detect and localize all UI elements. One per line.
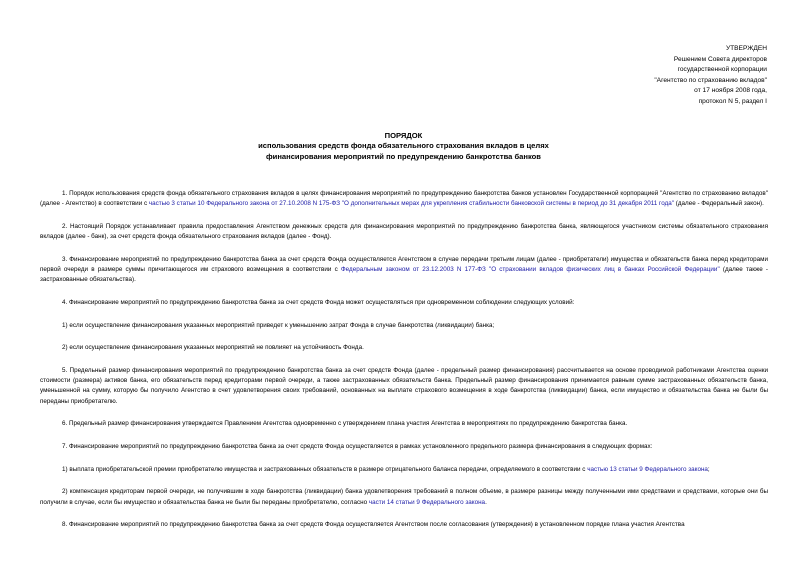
- link-fz-175[interactable]: частью 3 статьи 10 Федерального закона от 27.10.2008 N 175-ФЗ "О дополнительных мерах для укрепления стабильности банковской системы в период до 31 декабря 2011 года": [148, 200, 674, 208]
- approval-line: Решением Совета директоров: [673, 55, 767, 63]
- paragraph-3: [40, 255, 768, 286]
- link-part-13-article-9[interactable]: частью 13 статьи 9 Федерального закона: [587, 465, 708, 473]
- link-fz-177[interactable]: Федеральным законом от 23.12.2003 N 177-ФЗ "О страховании вкладов физических лиц в банках Российской Федерации": [340, 266, 720, 274]
- title-line: использования средств фонда обязательного страхования вкладов в целях: [258, 141, 549, 151]
- link-part-14-article-9[interactable]: части 14 статьи 9 Федерального закона: [368, 498, 486, 506]
- paragraph-1: [40, 189, 768, 209]
- paragraph-text: 3. Финансирование мероприятий по предупреждению банкротства банка за счет средств Фонда осуществляется Агентством в случае передачи третьим лицам (далее - приобретатели) имущества и обязательств банка перед кредиторами первой очереди в размере суммы причитающегося им страхового возмещения в соответствии с: [40, 255, 768, 274]
- paragraph-text: 1. Порядок использования средств фонда обязательного страхования вкладов в целях финансирования мероприятий по предупреждению банкротства банков установлен Государственной корпорацией "Агентство по страхованию вкладов" (далее - Агентство) в соответствии с: [40, 190, 768, 208]
- title-line: ПОРЯДОК: [384, 131, 423, 140]
- paragraph-8: 8. Финансирование мероприятий по предупреждению банкротства банка за счет средств Фонда осуществляется Агентством после согласования (утверждения) в установленном порядке плана участия Агентства: [62, 521, 685, 529]
- approval-line: УТВЕРЖДЕН: [725, 45, 767, 52]
- paragraph-5: 5. Предельный размер финансирования мероприятий по предупреждению банкротства банка за счет средств Фонда (далее - предельный размер финансирования) рассчитывается на основе проводимой работниками Агентства оценки стоимости (размера) активов банка, его обязательств перед кредиторами первой очереди, а также застрахованных обязательств банка. Предельный размер финансирования принимается равным сумме застрахованных обязательств банка, уменьшенной на сумму, которую бы получило Агентство в счет удовлетворения своих требований, основанных на выплате страхового возмещения в ходе банкротства (ликвидации) банка, если имущество и обязательства банка не были бы переданы приобретателю.: [40, 367, 768, 405]
- document-body: [40, 189, 768, 531]
- paragraph-text: .: [485, 498, 487, 506]
- paragraph-4-1: 1) если осуществление финансирования указанных мероприятий приведет к уменьшению затрат Фонда в случае банкротства (ликвидации) банка;: [62, 321, 495, 329]
- paragraph-7-2: [40, 487, 768, 507]
- paragraph-4-2: 2) если осуществление финансирования указанных мероприятий не повлияет на устойчивость Фонда.: [62, 344, 364, 352]
- paragraph-text: ;: [707, 465, 710, 473]
- paragraph-text: 1) выплата приобретательской премии приобретателю имущества и застрахованных обязательств в размере отрицательного баланса передачи, определяемого в соответствии с: [62, 465, 588, 473]
- approval-line: государственной корпорации: [677, 66, 767, 74]
- approval-stamp: [654, 44, 767, 108]
- approval-line: "Агентство по страхованию вкладов": [654, 76, 767, 84]
- paragraph-6: 6. Предельный размер финансирования утверждается Правлением Агентства одновременно с утверждением плана участия Агентства в мероприятиях по предупреждению банкротства банка.: [62, 420, 628, 428]
- paragraph-text: (далее также - застрахованные обязательства).: [40, 266, 768, 284]
- approval-line: протокол N 5, раздел I: [698, 97, 767, 105]
- paragraph-text: 2) компенсация кредиторам первой очереди, не получившим в ходе банкротства (ликвидации) банка удовлетворения требований в полном объеме, в размере разницы между полученными ими средствами и средствами, которые они бы получили в случае, если бы имущество и обязательства банка не были бы переданы приобретателю, согласно: [40, 488, 768, 506]
- document-title: [0, 131, 807, 162]
- paragraph-2: 2. Настоящий Порядок устанавливает правила предоставления Агентством денежных средств для финансирования мероприятий по предупреждению банкротства банка, являющегося участником системы обязательного страхования вкладов (далее - банк), за счет средств фонда обязательного страхования вкладов (далее - Фонд).: [40, 222, 768, 241]
- title-line: финансирования мероприятий по предупреждению банкротства банков: [266, 151, 541, 161]
- paragraph-text: (далее - Федеральный закон).: [674, 200, 764, 208]
- paragraph-7-1: [40, 465, 768, 475]
- approval-line: от 17 ноября 2008 года,: [694, 87, 767, 95]
- paragraph-7: 7. Финансирование мероприятий по предупреждению банкротства банка за счет средств Фонда осуществляется в рамках установленного предельного размера финансирования в следующих формах:: [62, 443, 653, 451]
- paragraph-4: 4. Финансирование мероприятий по предупреждению банкротства банка за счет средств Фонда может осуществляться при одновременном соблюдении следующих условий:: [62, 298, 575, 306]
